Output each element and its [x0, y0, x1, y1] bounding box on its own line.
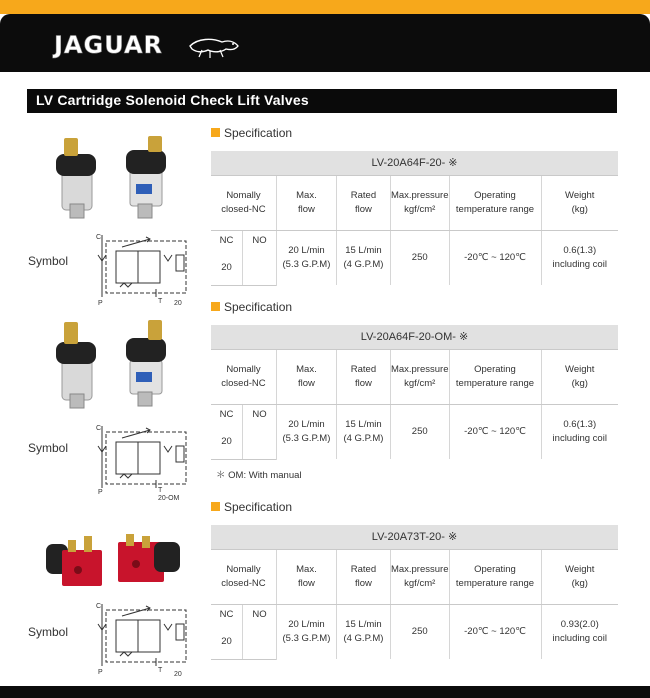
valve-photo-1: [48, 130, 180, 222]
model-number: LV-20A64F-20- ※: [211, 151, 618, 175]
nc-label: NC: [219, 609, 234, 621]
port-c-label: C: [96, 603, 102, 610]
model-number: LV-20A73T-20- ※: [211, 525, 618, 549]
col-rated-flow: Rated flow: [336, 349, 390, 404]
nc-label: NC: [219, 235, 234, 247]
spec-heading-1: [211, 126, 292, 140]
col-rated-flow: Rated flow: [336, 549, 390, 604]
model-number: LV-20A64F-20-OM- ※: [211, 325, 618, 349]
hydraulic-symbol-2: [92, 422, 192, 502]
symbol-tag: 20: [174, 300, 182, 307]
col-max-pressure: Max.pressure kgf/cm²: [390, 349, 449, 404]
temp-value: -20℃ ~ 120℃: [449, 404, 541, 459]
port-p-label: P: [98, 300, 103, 307]
spec-heading-2: [211, 300, 292, 314]
col-operating-temp: Operating temperature range: [449, 175, 541, 230]
col-weight: Weight (kg): [541, 549, 618, 604]
manual-note: ＊ OM: With manual: [216, 470, 302, 481]
symbol-label-1: Symbol: [28, 254, 69, 268]
no-label: NO: [243, 230, 277, 252]
brand-text: JAGUAR: [54, 31, 164, 59]
col-max-flow: Max. flow: [276, 175, 336, 230]
port-t-label: T: [158, 667, 163, 674]
port-c-label: C: [96, 425, 102, 432]
nc-value: 20: [211, 252, 243, 285]
page-title-bar: [27, 89, 617, 113]
spec-table-1: [211, 151, 618, 286]
orange-square-icon: [211, 502, 220, 511]
rated-flow-value: 15 L/min (4 G.P.M): [336, 604, 390, 659]
rated-flow-value: 15 L/min (4 G.P.M): [336, 404, 390, 459]
rated-flow-value: 15 L/min (4 G.P.M): [336, 230, 390, 285]
symbol-tag: 20: [174, 671, 182, 678]
weight-value: 0.6(1.3) including coil: [541, 404, 618, 459]
spec-heading-label: Specification: [224, 300, 293, 314]
spec-table-3: [211, 525, 618, 660]
col-rated-flow: Rated flow: [336, 175, 390, 230]
hydraulic-symbol-1: [92, 231, 192, 307]
col-normally-closed: Nomally closed-NC: [211, 349, 276, 404]
orange-square-icon: [211, 302, 220, 311]
nc-value: 20: [211, 626, 243, 659]
page-title: LV Cartridge Solenoid Check Lift Valves: [36, 92, 309, 108]
spec-heading-label: Specification: [224, 126, 293, 140]
col-normally-closed: Nomally closed-NC: [211, 549, 276, 604]
symbol-label-2: Symbol: [28, 441, 69, 455]
max-flow-value: 20 L/min (5.3 G.P.M): [276, 604, 336, 659]
port-t-label: T: [158, 487, 163, 494]
port-c-label: C: [96, 234, 102, 241]
temp-value: -20℃ ~ 120℃: [449, 604, 541, 659]
no-label: NO: [243, 604, 277, 626]
col-max-pressure: Max.pressure kgf/cm²: [390, 549, 449, 604]
temp-value: -20℃ ~ 120℃: [449, 230, 541, 285]
footer-bar: [0, 686, 650, 698]
spec-table-2: [211, 325, 618, 460]
col-operating-temp: Operating temperature range: [449, 549, 541, 604]
weight-value: 0.93(2.0) including coil: [541, 604, 618, 659]
col-max-pressure: Max.pressure kgf/cm²: [390, 175, 449, 230]
valve-photo-3: [38, 530, 188, 600]
jaguar-logo: [52, 28, 242, 62]
col-operating-temp: Operating temperature range: [449, 349, 541, 404]
hydraulic-symbol-3: [92, 600, 192, 678]
port-p-label: P: [98, 669, 103, 676]
col-max-flow: Max. flow: [276, 549, 336, 604]
port-t-label: T: [158, 298, 163, 305]
nc-value: 20: [211, 426, 243, 459]
pressure-value: 250: [390, 604, 449, 659]
max-flow-value: 20 L/min (5.3 G.P.M): [276, 404, 336, 459]
col-weight: Weight (kg): [541, 349, 618, 404]
no-label: NO: [243, 404, 277, 426]
col-normally-closed: Nomally closed-NC: [211, 175, 276, 230]
symbol-label-3: Symbol: [28, 625, 69, 639]
no-value: [243, 252, 277, 285]
pressure-value: 250: [390, 230, 449, 285]
weight-value: 0.6(1.3) including coil: [541, 230, 618, 285]
no-value: [243, 626, 277, 659]
valve-photo-2: [48, 316, 180, 412]
orange-square-icon: [211, 128, 220, 137]
symbol-tag: 20-OM: [158, 495, 180, 502]
no-value: [243, 426, 277, 459]
port-p-label: P: [98, 489, 103, 496]
max-flow-value: 20 L/min (5.3 G.P.M): [276, 230, 336, 285]
spec-heading-3: [211, 500, 292, 514]
col-weight: Weight (kg): [541, 175, 618, 230]
col-max-flow: Max. flow: [276, 349, 336, 404]
spec-heading-label: Specification: [224, 500, 293, 514]
nc-label: NC: [219, 409, 234, 421]
top-accent-strip: [0, 0, 650, 14]
pressure-value: 250: [390, 404, 449, 459]
